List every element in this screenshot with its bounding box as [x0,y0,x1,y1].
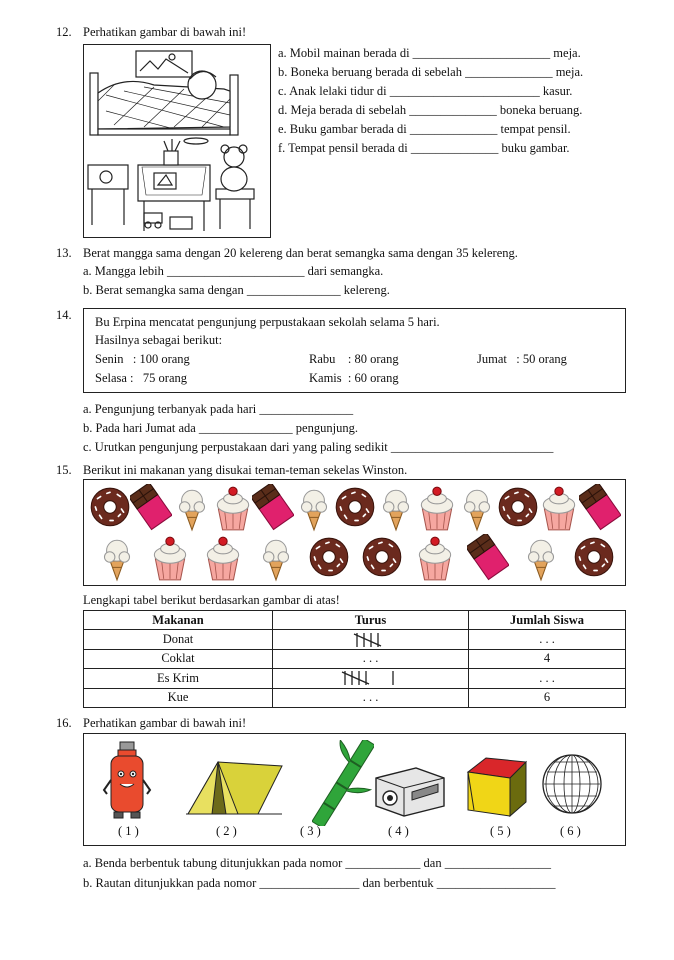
food-name: Kue [84,688,273,707]
chocolate-icon [130,484,172,532]
q12-number: 12. [56,25,72,39]
header-turus: Turus [273,611,469,630]
ice-cream-icon [255,534,297,582]
ice-cream-icon [520,534,562,582]
tally-cell [273,630,469,649]
q12-item-a: a. Mobil mainan berada di ______________________ meja. [278,46,581,60]
chocolate-icon [467,534,509,582]
donut-icon [334,484,376,532]
chocolate-icon [252,484,294,532]
table-row [84,688,626,707]
tent-icon [186,756,284,818]
tally-cell [273,669,469,688]
ice-cream-icon [96,534,138,582]
q14-item-c: c. Urutkan pengunjung perpustakaan dari yang paling sedikit __________________________ [83,440,554,454]
q15-instruction: Lengkapi tabel berikut berdasarkan gambar di atas! [83,593,340,607]
ice-cream-icon [293,484,335,532]
sharpener-icon [372,762,448,818]
count-cell: . . . [469,669,626,688]
library-visitor-box [83,308,626,393]
q12-item-b: b. Boneka beruang berada di sebelah ______________ meja. [278,65,584,79]
q14-item-a: a. Pengunjung terbanyak pada hari _______________ [83,402,354,416]
donut-icon [361,534,403,582]
tally-marks-donat [353,632,389,648]
header-makanan: Makanan [84,611,273,630]
table-row [84,630,626,649]
q14-box-line2: Hasilnya sebagai berikut: [95,333,223,347]
q12-title: Perhatikan gambar di bawah ini! [83,25,247,39]
q13-item-b: b. Berat semangka sama dengan _______________ kelereng. [83,283,390,297]
cupcake-icon [212,484,254,532]
q14-kamis: Kamis : 60 orang [309,371,399,385]
food-row-1 [90,484,620,532]
donut-icon [497,484,539,532]
food-picture-box [83,479,626,586]
q13-number: 13. [56,246,72,260]
table-row [84,669,626,688]
cupcake-icon [416,484,458,532]
q12-item-f: f. Tempat pensil berada di ______________ buku gambar. [278,141,570,155]
q14-selasa: Selasa : 75 orang [95,371,187,385]
tally-cell: . . . [273,649,469,668]
q12-item-c: c. Anak lelaki tidur di ________________________ kasur. [278,84,573,98]
tally-table [83,610,626,708]
tally-marks-es-krim [341,670,401,686]
q12-item-e: e. Buku gambar berada di ______________ tempat pensil. [278,122,571,136]
q14-number: 14. [56,308,72,322]
bamboo-icon [312,740,374,826]
donut-icon [89,484,131,532]
count-cell: 6 [469,688,626,707]
gas-cylinder-icon [102,740,152,822]
ice-cream-icon [375,484,417,532]
shape-label-1: ( 1 ) [118,824,139,838]
cupcake-icon [149,534,191,582]
ice-cream-icon [456,484,498,532]
q13-item-a: a. Mangga lebih ______________________ dari semangka. [83,264,384,278]
food-name: Es Krim [84,669,273,688]
count-cell: 4 [469,649,626,668]
count-cell: . . . [469,630,626,649]
shape-label-3: ( 3 ) [300,824,321,838]
q15-number: 15. [56,463,72,477]
shape-label-2: ( 2 ) [216,824,237,838]
donut-icon [573,534,615,582]
tally-cell: . . . [273,688,469,707]
cube-icon [462,756,532,820]
sphere-icon [540,752,604,816]
q14-senin: Senin : 100 orang [95,352,190,366]
q13-text: Berat mangga sama dengan 20 kelereng dan berat semangka sama dengan 35 kelereng. [83,246,518,260]
q12-item-d: d. Meja berada di sebelah ______________ boneka beruang. [278,103,583,117]
q14-jumat: Jumat : 50 orang [477,352,567,366]
q16-item-a: a. Benda berbentuk tabung ditunjukkan pada nomor ____________ dan _________________ [83,856,551,870]
shape-label-5: ( 5 ) [490,824,511,838]
q14-item-b: b. Pada hari Jumat ada _______________ pengunjung. [83,421,358,435]
chocolate-icon [579,484,621,532]
cupcake-icon [202,534,244,582]
bedroom-picture [83,44,271,238]
q14-rabu: Rabu : 80 orang [309,352,399,366]
shape-label-6: ( 6 ) [560,824,581,838]
header-jumlah: Jumlah Siswa [469,611,626,630]
q15-text: Berikut ini makanan yang disukai teman-teman sekelas Winston. [83,463,408,477]
q16-item-b: b. Rautan ditunjukkan pada nomor ________________ dan berbentuk ___________________ [83,876,556,890]
cupcake-icon [414,534,456,582]
cupcake-icon [538,484,580,532]
table-row [84,649,626,668]
ice-cream-icon [171,484,213,532]
q16-number: 16. [56,716,72,730]
q14-box-line1: Bu Erpina mencatat pengunjung perpustakaan sekolah selama 5 hari. [95,315,440,329]
food-name: Coklat [84,649,273,668]
shape-label-4: ( 4 ) [388,824,409,838]
shapes-picture-box [83,733,626,846]
donut-icon [308,534,350,582]
food-name: Donat [84,630,273,649]
food-row-2 [90,534,620,582]
q16-title: Perhatikan gambar di bawah ini! [83,716,247,730]
